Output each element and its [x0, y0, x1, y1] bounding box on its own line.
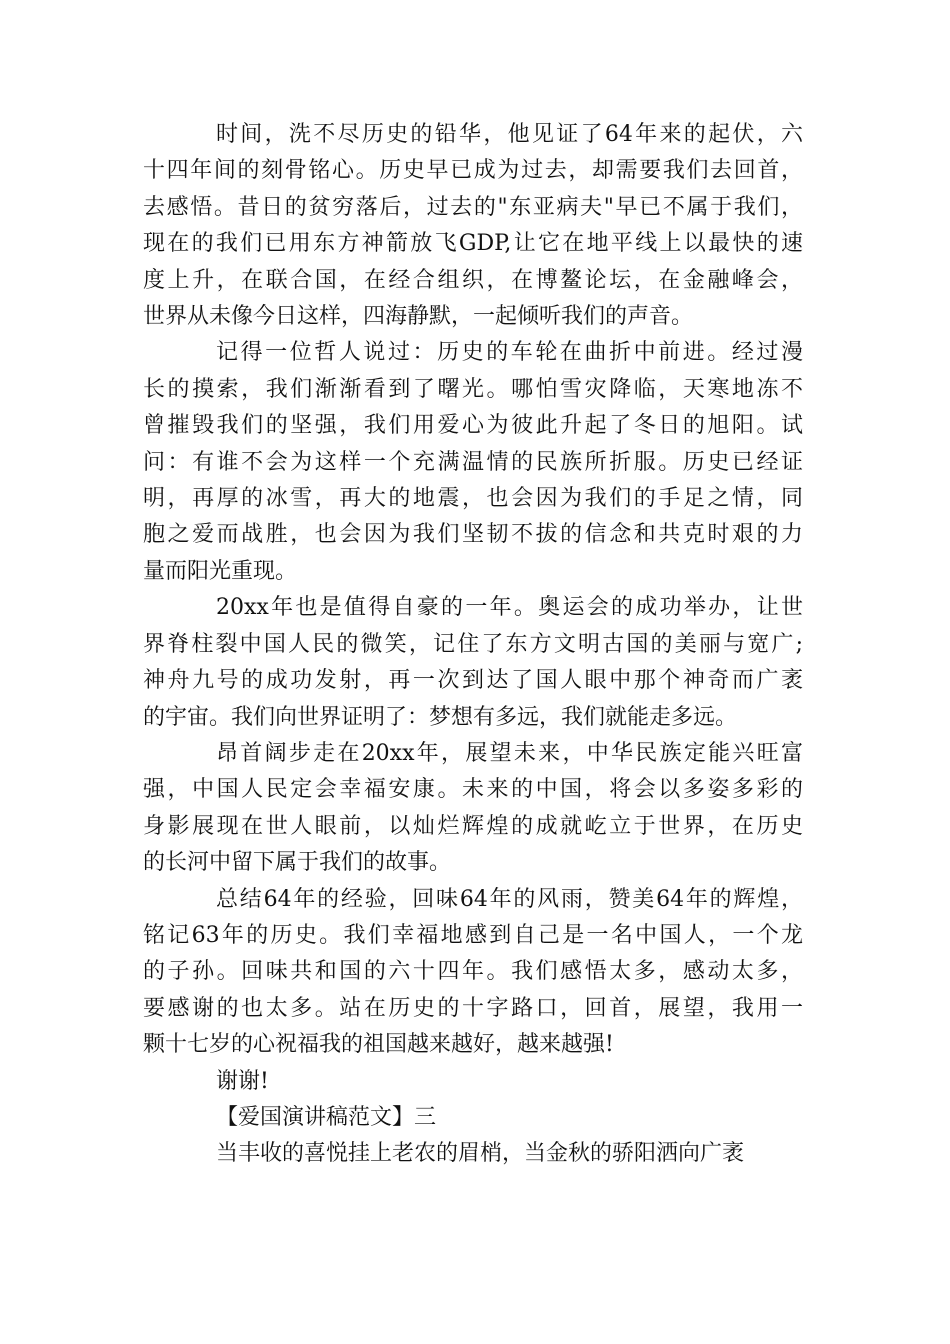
text-line: 的子孙。回味共和国的六十四年。我们感悟太多，感动太多， — [143, 959, 803, 985]
text-line: 记得一位哲人说过：历史的车轮在曲折中前进。经过漫 — [216, 340, 803, 366]
text-line: 时间，洗不尽历史的铅华，他见证了64年来的起伏，六 — [216, 122, 803, 147]
paragraph — [143, 1136, 803, 1172]
text-line: 的长河中留下属于我们的故事。 — [143, 850, 452, 876]
text-line: 界脊柱裂中国人民的微笑，记住了东方文明古国的美丽与宽广; — [143, 631, 803, 657]
text-line: 现在的我们已用东方神箭放飞GDP,让它在地平线上以最快的速 — [143, 231, 803, 257]
text-line: 去感悟。昔日的贫穷落后，过去的"东亚病夫"早已不属于我们， — [143, 194, 803, 220]
text-line: 度上升，在联合国，在经合组织，在博鳌论坛，在金融峰会， — [143, 267, 803, 293]
paragraph — [143, 117, 803, 335]
paragraph — [143, 1064, 803, 1100]
text-line: 明，再厚的冰雪，再大的地震，也会因为我们的手足之情，同 — [143, 486, 803, 512]
text-line: 量而阳光重现。 — [143, 558, 298, 584]
paragraph — [143, 736, 803, 882]
text-line: 颗十七岁的心祝福我的祖国越来越好，越来越强! — [143, 1032, 614, 1058]
text-line: 曾摧毁我们的坚强，我们用爱心为彼此升起了冬日的旭阳。试 — [143, 413, 803, 439]
text-line: 神舟九号的成功发射，再一次到达了国人眼中那个神奇而广袤 — [143, 668, 803, 694]
paragraph — [143, 335, 803, 590]
text-line: 强，中国人民定会幸福安康。未来的中国，将会以多姿多彩的 — [143, 777, 803, 803]
text-line: 胞之爱而战胜，也会因为我们坚韧不拔的信念和共克时艰的力 — [143, 522, 803, 548]
text-line: 要感谢的也太多。站在历史的十字路口，回首，展望，我用一 — [143, 995, 803, 1021]
text-line: 的宇宙。我们向世界证明了：梦想有多远，我们就能走多远。 — [143, 704, 738, 730]
text-line: 当丰收的喜悦挂上老农的眉梢，当金秋的骄阳洒向广袤 — [216, 1141, 745, 1167]
text-line: 问：有谁不会为这样一个充满温情的民族所折服。历史已经证 — [143, 449, 803, 475]
paragraph — [143, 882, 803, 1064]
text-line: 20xx年也是值得自豪的一年。奥运会的成功举办，让世 — [216, 595, 803, 621]
text-line: 长的摸索，我们渐渐看到了曙光。哪怕雪灾降临，天寒地冻不 — [143, 376, 803, 402]
text-line: 铭记63年的历史。我们幸福地感到自己是一名中国人，一个龙 — [143, 922, 803, 948]
text-line: 身影展现在世人眼前，以灿烂辉煌的成就屹立于世界，在历史 — [143, 813, 803, 839]
text-line: 昂首阔步走在20xx年，展望未来，中华民族定能兴旺富 — [216, 740, 803, 766]
paragraph — [143, 590, 803, 736]
text-line: 十四年间的刻骨铭心。历史早已成为过去，却需要我们去回首， — [143, 158, 803, 184]
text-line: 【爱国演讲稿范文】三 — [216, 1104, 437, 1130]
text-line: 世界从未像今日这样，四海静默，一起倾听我们的声音。 — [143, 304, 694, 330]
text-line: 总结64年的经验，回味64年的风雨，赞美64年的辉煌， — [216, 886, 803, 912]
section-heading — [143, 1100, 803, 1136]
text-line: 谢谢! — [216, 1068, 269, 1094]
document-body — [143, 117, 803, 1173]
